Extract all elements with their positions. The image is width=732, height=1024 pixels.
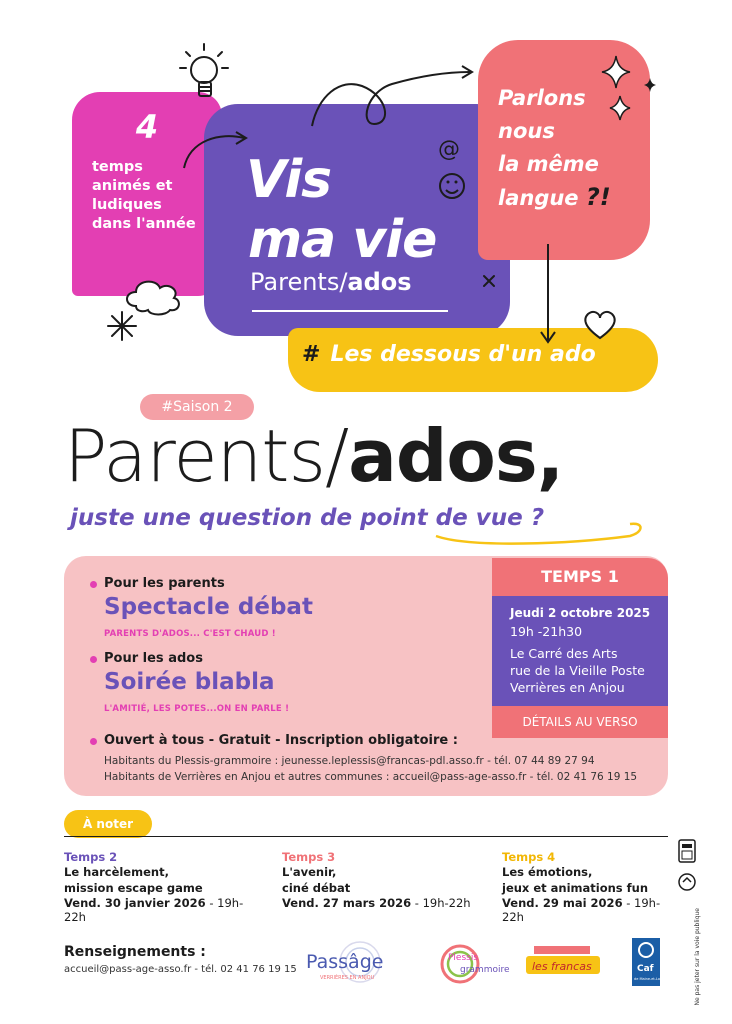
temps3-date xyxy=(282,896,482,910)
sparkle-icon xyxy=(602,56,630,88)
details-verso: DÉTAILS AU VERSO xyxy=(492,706,668,738)
temps3-block xyxy=(282,850,482,910)
temps1-venue: Le Carré des Arts xyxy=(510,646,618,661)
francas-logo xyxy=(524,946,604,982)
plessis-logo-text: Plessis xyxy=(448,953,479,963)
parents-event-tagline: PARENTS D'ADOS... C'EST CHAUD ! xyxy=(104,629,276,639)
renseignements-contact: accueil@pass-age-asso.fr - tél. 02 41 76 19 15 xyxy=(64,964,297,975)
subtitle-swoosh xyxy=(430,514,650,546)
caf-logo-text: Caf xyxy=(637,964,654,974)
at-sign-icon: @ xyxy=(438,137,460,162)
sessions-text-line: animés et xyxy=(92,178,173,194)
ados-event-tagline: L'AMITIÉ, LES POTES...ON EN PARLE ! xyxy=(104,704,290,714)
parents-label: Pour les parents xyxy=(104,576,225,591)
temps1-heading: TEMPS 1 xyxy=(492,558,668,596)
contact-plessis: Habitants du Plessis-grammoire : jeunesse.leplessis@francas-pdl.asso.fr - tél. 07 44 89 27 94 xyxy=(104,755,595,767)
temps2-hours: - 19h-22h xyxy=(64,896,244,924)
plessis-logo-text-2: grammoire xyxy=(460,965,510,975)
bullet-dot xyxy=(90,656,97,663)
bullet-dot xyxy=(90,738,97,745)
francas-logo-text: les francas xyxy=(532,960,592,973)
renseignements-title: Renseignements : xyxy=(64,944,206,960)
temps3-desc: L'avenir, xyxy=(282,865,337,879)
temps3-date-text: Vend. 27 mars 2026 xyxy=(282,896,412,910)
temps4-block xyxy=(502,850,682,924)
hero-doodles xyxy=(0,0,732,400)
plessis-logo xyxy=(438,942,510,986)
temps1-street: rue de la Vieille Poste xyxy=(510,663,645,678)
caf-logo xyxy=(632,938,665,986)
passage-logo-sub: VERRIÈRES EN ANJOU xyxy=(320,975,375,981)
ados-label: Pour les ados xyxy=(104,651,203,666)
sessions-text-line: ludiques xyxy=(92,197,162,213)
sparkle-icon xyxy=(610,96,630,120)
ados-event-title: Soirée blabla xyxy=(104,669,275,695)
season-badge: #Saison 2 xyxy=(140,394,254,420)
cross-icon xyxy=(484,276,494,286)
main-title-comma: , xyxy=(536,414,564,498)
smiley-icon xyxy=(440,174,464,198)
temps3-name: Temps 3 xyxy=(282,850,336,864)
disposal-note: Ne pas jeter sur la voie publique xyxy=(694,908,701,1006)
temps2-desc: mission escape game xyxy=(64,881,203,895)
passage-logo-text: Passâge xyxy=(306,951,384,973)
hash-symbol: # xyxy=(302,342,321,367)
temps1-city: Verrières en Anjou xyxy=(510,680,625,695)
temps2-block xyxy=(64,850,264,924)
temps1-hours: 19h -21h30 xyxy=(510,624,583,639)
temps2-desc: Le harcèlement, xyxy=(64,865,169,879)
a-noter-badge: À noter xyxy=(64,810,152,838)
speech-line: langue xyxy=(498,186,579,210)
temps2-name: Temps 2 xyxy=(64,850,118,864)
sparkle-icon xyxy=(644,78,656,92)
speech-line: nous xyxy=(498,119,555,143)
lightbulb-icon xyxy=(180,44,228,96)
sessions-count: 4 xyxy=(135,108,159,146)
sessions-text-line: dans l'année xyxy=(92,216,196,232)
hashtag-label: Les dessous d'un ado xyxy=(330,342,596,367)
contact-verrieres: Habitants de Verrières en Anjou et autres communes : accueil@pass-age-asso.fr - tél. 02 41 76 19 15 xyxy=(104,771,638,783)
asterisk-icon xyxy=(108,312,136,340)
temps4-desc: Les émotions, xyxy=(502,865,593,879)
hero-subtitle-bold: ados xyxy=(347,268,412,296)
recycle-icon xyxy=(679,874,695,890)
cloud-icon xyxy=(127,282,179,315)
speech-line: la même xyxy=(498,152,599,176)
temps4-date xyxy=(502,896,682,924)
temps3-hours: - 19h-22h xyxy=(411,896,471,910)
sessions-text-line: temps xyxy=(92,159,143,175)
temps4-date-text: Vend. 29 mai 2026 xyxy=(502,896,623,910)
bullet-dot xyxy=(90,581,97,588)
recycling-icons xyxy=(676,838,698,894)
passage-logo xyxy=(298,940,410,984)
subtitle: juste une question de point de vue ? xyxy=(70,505,545,531)
main-title-bold: ados xyxy=(348,414,537,498)
heart-icon xyxy=(585,312,614,338)
loop-arrow-icon xyxy=(312,72,470,126)
temps2-date xyxy=(64,896,264,924)
speech-line: Parlons xyxy=(498,86,586,110)
open-info-label: Ouvert à tous - Gratuit - Inscription obligatoire : xyxy=(104,733,458,748)
caf-logo-sub: de Maine-et-Loire xyxy=(634,977,665,981)
hero-subtitle-regular: Parents/ xyxy=(250,268,348,296)
speech-mark: ?! xyxy=(585,183,611,211)
hero-title-line1: Vis xyxy=(246,150,332,210)
divider xyxy=(64,836,668,837)
temps3-desc: ciné débat xyxy=(282,881,351,895)
main-title xyxy=(64,414,563,498)
parents-event-title: Spectacle débat xyxy=(104,594,313,620)
curved-arrow-icon xyxy=(184,136,244,168)
temps4-name: Temps 4 xyxy=(502,850,556,864)
temps4-desc: jeux et animations fun xyxy=(502,881,649,895)
temps4-hours: - 19h-22h xyxy=(502,896,661,924)
temps1-date: Jeudi 2 octobre 2025 xyxy=(510,606,651,620)
main-title-regular: Parents/ xyxy=(64,414,349,498)
temps2-date-text: Vend. 30 janvier 2026 xyxy=(64,896,206,910)
hero-title-line2: ma vie xyxy=(248,210,437,270)
